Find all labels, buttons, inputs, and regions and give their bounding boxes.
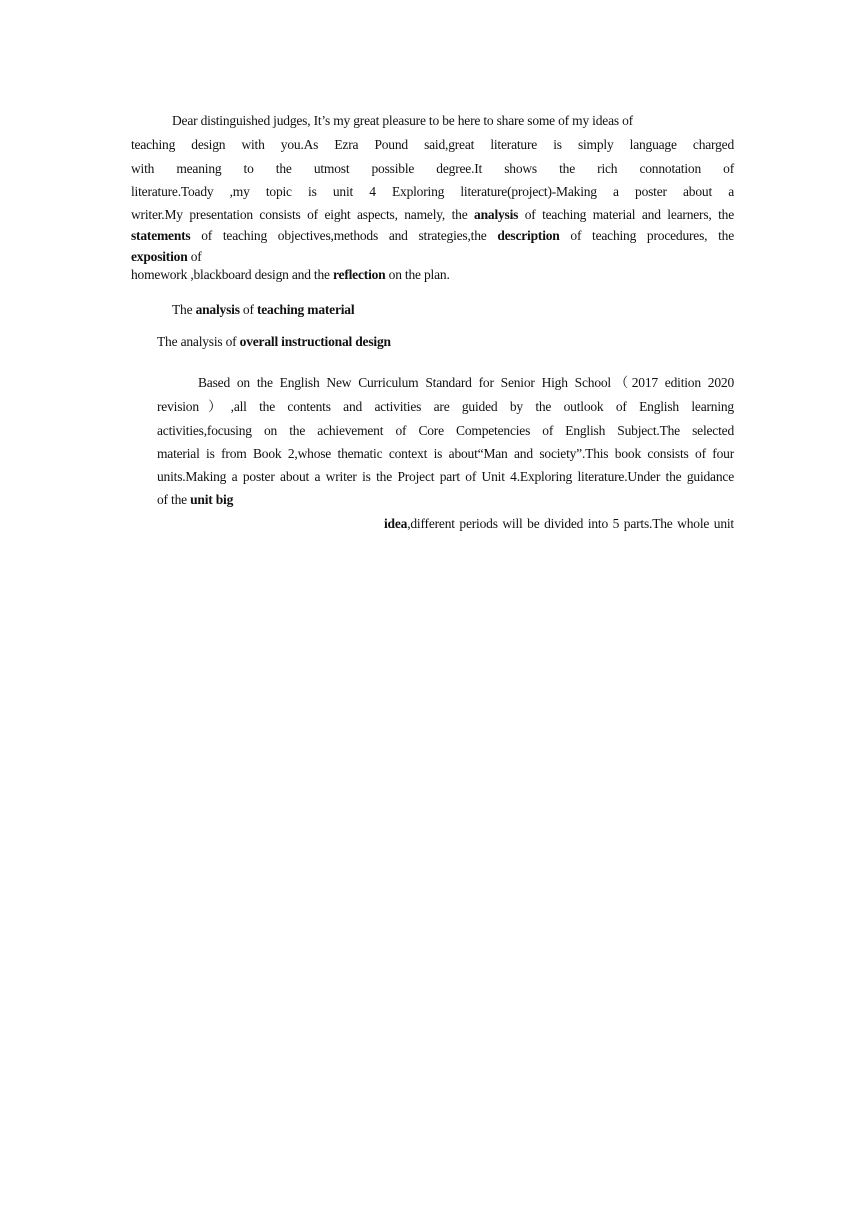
- keyword-idea: idea: [384, 516, 408, 531]
- body-line-4: material is from Book 2,whose thematic context is about“Man and society”.This book consists of four: [157, 446, 734, 461]
- intro-line-8-post: on the plan.: [385, 267, 450, 282]
- heading1-bold-2: teaching material: [256, 302, 355, 317]
- section-heading-teaching-material: [172, 302, 354, 318]
- keyword-reflection: reflection: [333, 267, 386, 282]
- keyword-description: description: [497, 228, 560, 243]
- intro-line-6-mid1: of teaching objectives,methods and strategies,the: [190, 228, 498, 243]
- intro-line-7-post: of: [187, 249, 202, 264]
- intro-line-5-post: of teaching material and learners, the: [518, 207, 734, 222]
- intro-line-1: [172, 113, 734, 129]
- intro-line-5: [131, 207, 734, 223]
- heading1-pre: The: [172, 302, 196, 317]
- intro-line-6-mid2: of teaching procedures, the: [559, 228, 734, 243]
- intro-line-8: [131, 267, 450, 283]
- intro-line-7: [131, 249, 202, 265]
- keyword-unit-big: unit big: [190, 492, 234, 507]
- intro-line-6: [131, 228, 734, 244]
- intro-line-3: with meaning to the utmost possible degree.It shows the rich connotation of: [131, 161, 734, 176]
- intro-line-1-text: Dear distinguished judges, It’s my great pleasure to be here to share some of my ideas of: [172, 113, 633, 128]
- body-line-7-post: ,different periods will be divided into 5 parts.The whole unit: [407, 516, 734, 531]
- body-line-3: activities,focusing on the achievement of Core Competencies of English Subject.The selected: [157, 423, 734, 438]
- body-line-6: [157, 492, 233, 508]
- keyword-exposition: exposition: [131, 249, 188, 264]
- body-line-6-pre: of the: [157, 492, 191, 507]
- intro-line-4: literature.Toady ,my topic is unit 4 Exploring literature(project)-Making a poster about a: [131, 184, 734, 199]
- body-line-5: units.Making a poster about a writer is the Project part of Unit 4.Exploring literature.Under the guidance: [157, 469, 734, 484]
- body-line-2: revision）,all the contents and activities are guided by the outlook of English learning: [157, 399, 734, 414]
- keyword-statements: statements: [131, 228, 191, 243]
- body-line-7: [384, 516, 734, 532]
- heading2-pre: The analysis of: [157, 334, 240, 349]
- section-heading-instructional-design: [157, 334, 391, 350]
- intro-line-5-pre: writer.My presentation consists of eight aspects, namely, the: [131, 207, 475, 222]
- keyword-analysis: analysis: [474, 207, 519, 222]
- intro-line-8-pre: homework ,blackboard design and the: [131, 267, 333, 282]
- heading2-bold: overall instructional design: [239, 334, 391, 349]
- heading1-mid: of: [239, 302, 257, 317]
- heading1-bold-1: analysis: [195, 302, 240, 317]
- intro-line-2: teaching design with you.As Ezra Pound said,great literature is simply language charged: [131, 137, 734, 152]
- body-line-1: Based on the English New Curriculum Standard for Senior High School（2017 edition 2020: [198, 375, 734, 390]
